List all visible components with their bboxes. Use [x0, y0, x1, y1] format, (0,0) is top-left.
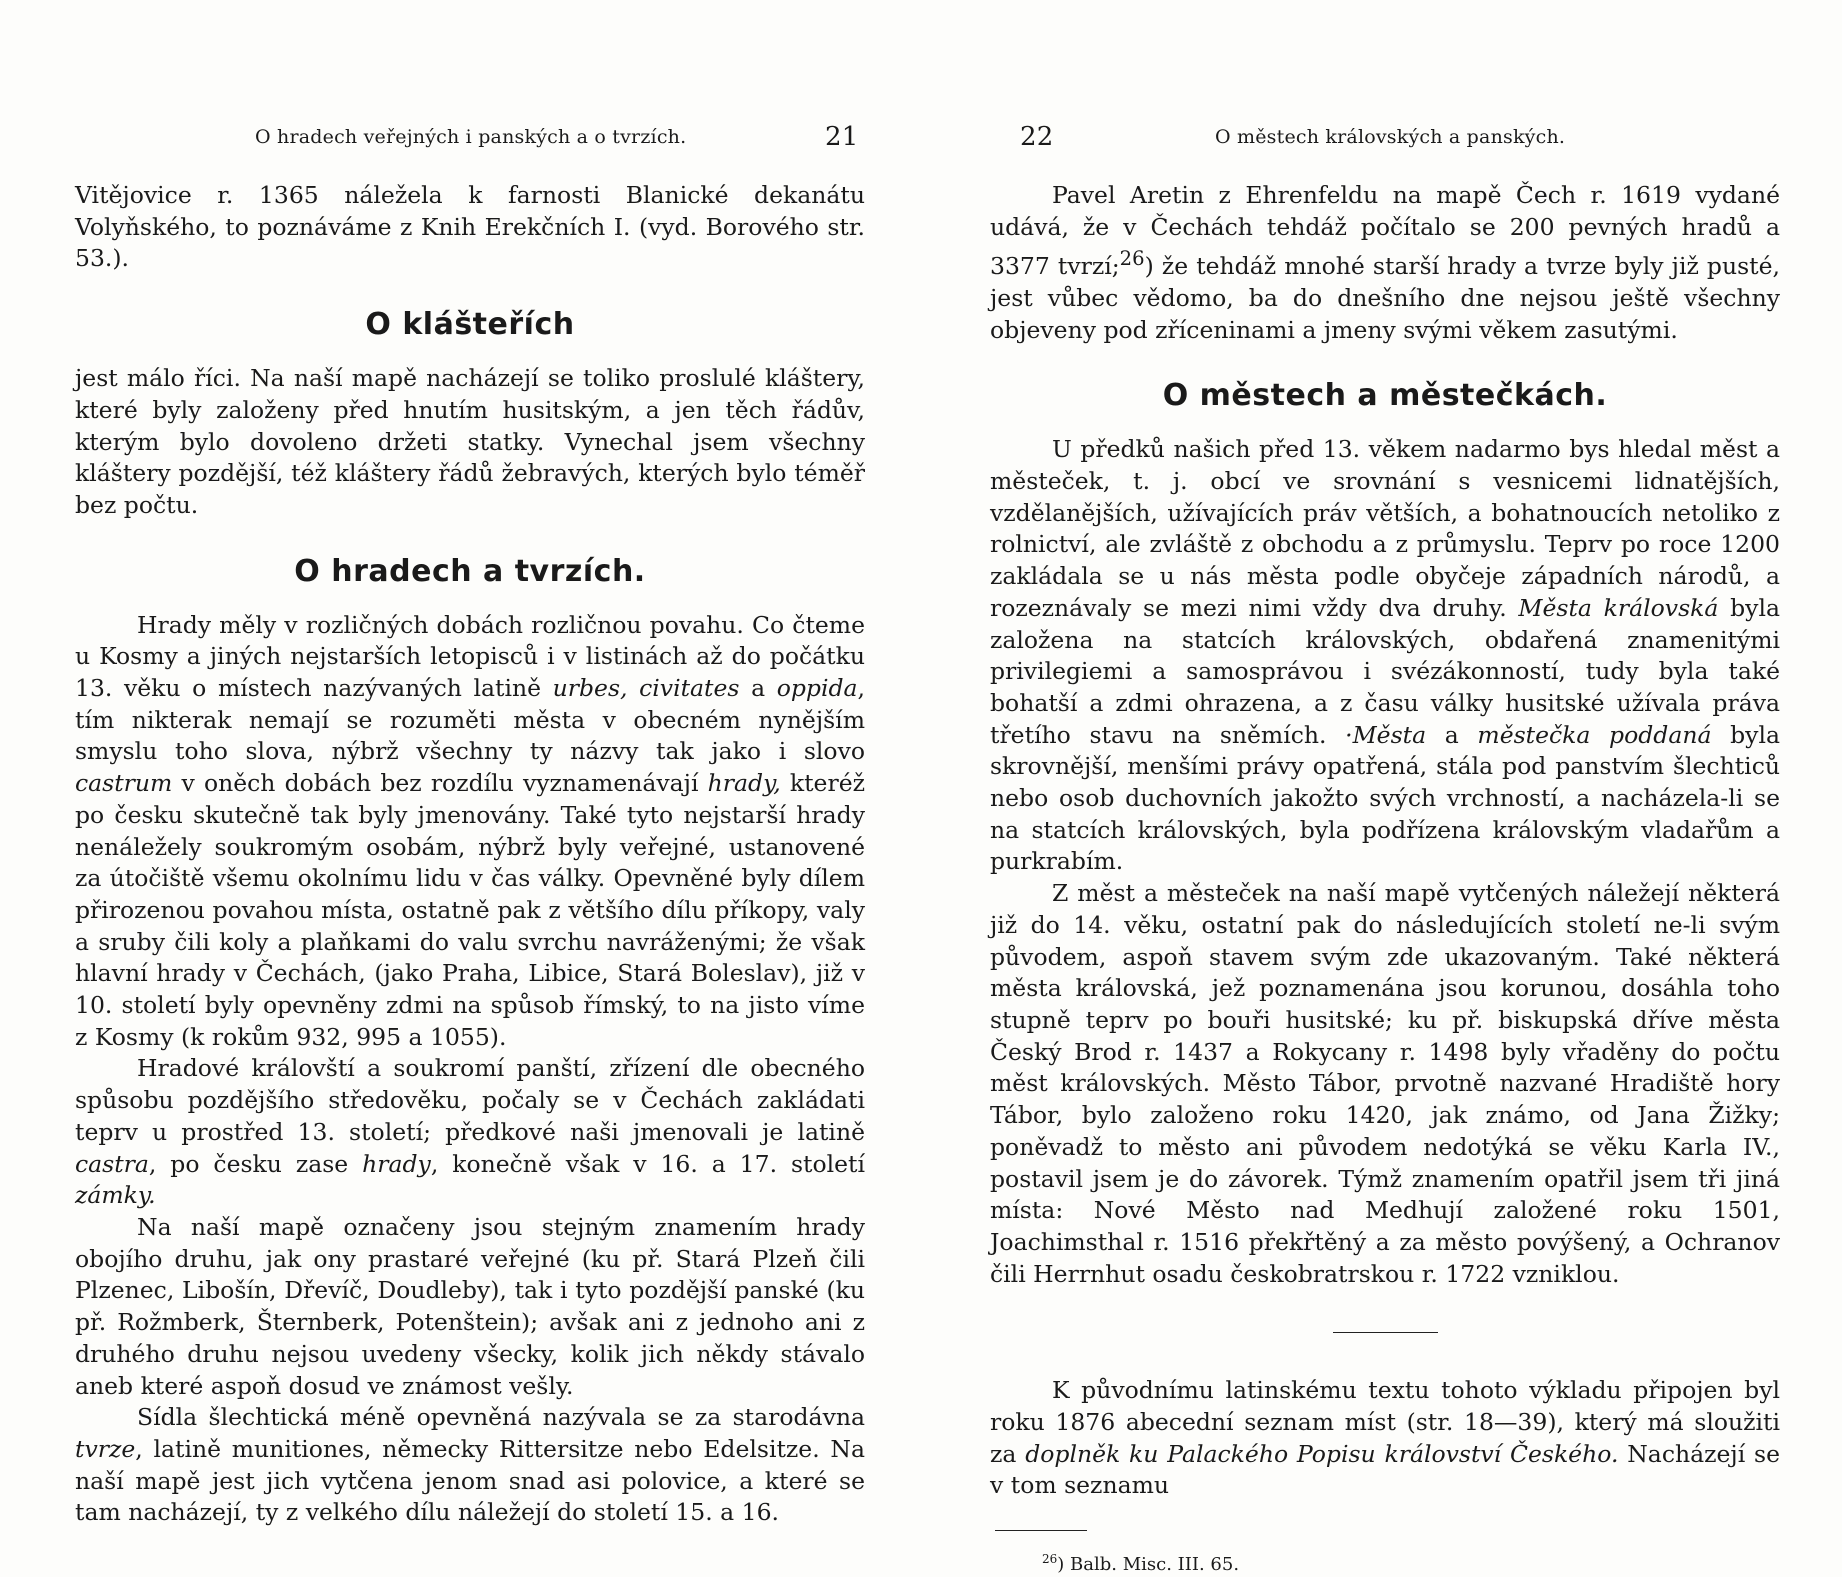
right-page-number: 22: [1020, 122, 1054, 152]
left-running-title: O hradech veřejných i panských a o tvrzích.: [255, 126, 687, 148]
footnote-ref: 26: [1119, 247, 1145, 271]
hrady-paragraph-1: Hrady měly v rozličných dobách rozličnou povahu. Co čteme u Kosmy a jiných nejstarších letopisců i v listinách až do počátku 13. věku o místech nazývaných latině urbes, civitates a oppida, tím nikterak nemají se rozuměti města v obecném nynějším smyslu toho slova, nýbrž všechny ty názvy tak jako i slovo castrum v oněch dobách bez rozdílu vyznamenávají hrady, kteréž po česku skutečně tak byly jmenovány. Také tyto nejstarší hrady nenáležely soukromým osobám, nýbrž byly veřejné, ustanovené za útočiště všemu okolnímu lidu v čas války. Opevněné byly dílem přirozenou povahou místa, ostatně pak z většího dílu příkopy, valy a sruby čili koly a plaňkami do valu svrchu navráženými; že však hlavní hrady v Čechách, (jako Praha, Libice, Stará Boleslav), již v 10. století byly opevněny zdmi na spůsob římský, to na jisto víme z Kosmy (k rokům 932, 995 a 1055).: [75, 610, 866, 1051]
right-running-title: O městech královských a panských.: [1215, 126, 1566, 148]
left-body: [75, 180, 865, 1529]
left-page: [75, 0, 866, 1527]
left-running-head: [75, 122, 865, 152]
left-intro-paragraph: Vitějovice r. 1365 náležela k farnosti Blanické dekanátu Volyňského, to poznáváme z Knih Erekčních I. (vyd. Borového str. 53.).: [75, 181, 865, 273]
heading-o-mestech: O městech a městečkách.: [1162, 378, 1608, 414]
mesta-paragraph-2: Z měst a městeček na naší mapě vytčených náležejí některá již do 14. věku, ostatní pak do následujících století ne-li svým původem, aspoň stavem svým zde ukazovaným. Také některá města královská, jež poznamenána jsou korunou, dosáhla toho stupně teprv po bouři husitské; ku př. biskupská dříve města Český Brod r. 1437 a Rokycany r. 1498 byly vřaděny do počtu měst královských. Město Tábor, prvotně nazvané Hradiště hory Tábor, bylo založeno roku 1420, jak známo, od Jana Žižky; poněvadž to město ani původem nedotýká se věku Karla IV., postavil jsem je do závorek. Týmž znamením opatřil jsem tři jiná místa: Nové Město nad Medhují založené roku 1501, Joachimsthal r. 1516 překřtěný a za město povýšený, a Ochranov čili Herrnhut osadu českobratrskou r. 1722 vzniklou.: [990, 879, 1780, 1288]
right-running-head: [990, 122, 1780, 152]
right-body: [990, 180, 1780, 1577]
hrady-paragraph-3: Na naší mapě označeny jsou stejným znamením hrady obojího druhu, jak ony prastaré veřejné (ku př. Stará Plzeň čili Plzenec, Libošín, Dřevíč, Doudleby), tak i tyto pozdější panské (ku př. Rožmberk, Šternberk, Potenštein); avšak ani z jednoho ani z druhého druhu nejsou uvedeny všecky, kolik jich někdy stávalo aneb které aspoň dosud ve známost vešly.: [75, 1212, 865, 1400]
footnote: $^{26}$) Balb. Misc. III. 65.: [1042, 1552, 1240, 1576]
footnote-rule: [995, 1530, 1087, 1531]
heading-o-klasterich: O klášteřích: [365, 307, 575, 343]
right-intro-paragraph: Pavel Aretin z Ehrenfeldu na mapě Čech r. 1619 vydané udává, že v Čechách tehdáž počítalo se 200 pevných hradů a 3377 tvrzí;$^{26}$) že tehdáž mnohé starší hrady a tvrze byly již pusté, jest vůbec vědomo, ba do dnešního dne nejsou ještě všechny objeveny pod zříceninami a jmeny svými věkem zasutými.: [990, 181, 1780, 344]
seznam-paragraph: K původnímu latinskému textu tohoto výkladu připojen byl roku 1876 abecední seznam míst (str. 18—39), který má sloužiti za doplněk ku Palackého Popisu království Českého. Nacházejí se v tom seznamu: [990, 1376, 1780, 1500]
heading-o-hradech: O hradech a tvrzích.: [294, 553, 646, 589]
mesta-paragraph-1: U předků našich před 13. věkem nadarmo bys hledal měst a městeček, t. j. obcí ve srovnání s vesnicemi lidnatějších, vzdělanějších, užívajících práv větších, a bohatnoucích netoliko z rolnictví, ale zvláště z obchodu a z průmyslu. Teprv po roce 1200 zakládala se u nás města podle obyčeje západních národů, a rozeznávaly se mezi nimi vždy dva druhy. Města královská byla založena na statcích královských, obdařená znamenitými privilegiemi a samosprávou i svézákonností, tudy byla také bohatší a zdmi ohrazena, a z času války husitské užívala práva třetího stavu na sněmích. ·Města a městečka poddaná byla skrovnější, menšími právy opatřená, stála pod panstvím šlechticů nebo osob duchovních jakožto svých vrchností, a nacházela-li se na statcích královských, byla podřízena královským vladařům a purkrabím.: [990, 435, 1780, 876]
right-page: [990, 0, 1780, 1576]
hrady-paragraph-2: Hradové královští a soukromí panští, zřízení dle obecného spůsobu pozdějšího středověku, počaly se v Čechách zakládati teprv u prostřed 13. století; předkové naši jmenovali je latině castra, po česku zase hrady, konečně však v 16. a 17. století zámky.: [75, 1054, 866, 1210]
section-divider: [1333, 1332, 1438, 1333]
klasterich-paragraph: jest málo říci. Na naší mapě nacházejí se toliko proslulé kláštery, které byly založeny před hnutím husitským, a jen těch řádův, kterým bylo dovoleno držeti statky. Vynechal jsem všechny kláštery pozdější, též kláštery řádů žebravých, kterých bylo téměř bez počtu.: [75, 364, 865, 519]
left-page-number: 21: [825, 122, 859, 152]
tvrze-paragraph: Sídla šlechtická méně opevněná nazývala se za starodávna tvrze, latině munitiones, německy Rittersitze nebo Edelsitze. Na naší mapě jest jich vytčena jenom snad asi polovice, a které se tam nacházejí, ty z velkého dílu náležejí do století 15. a 16.: [75, 1403, 865, 1527]
